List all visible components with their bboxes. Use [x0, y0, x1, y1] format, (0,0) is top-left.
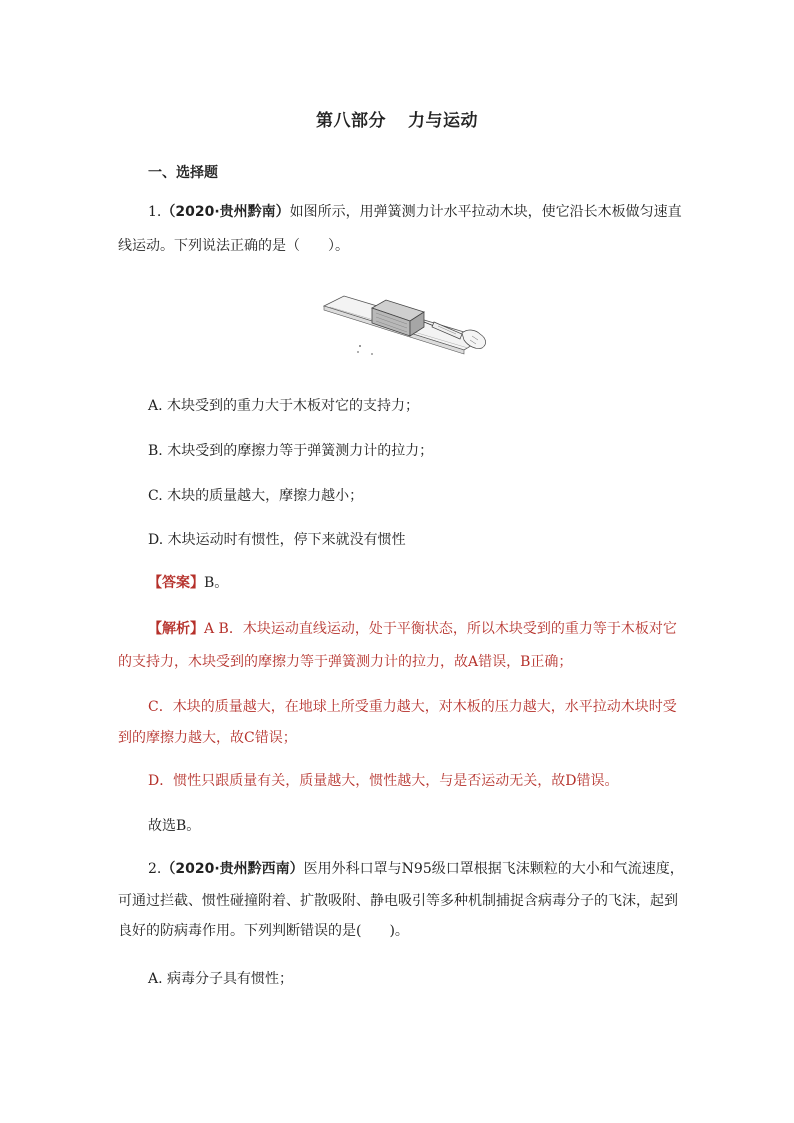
- title-main: 第八部分: [316, 111, 386, 131]
- q1-answer: [148, 572, 228, 594]
- q2-stem-line1: [148, 858, 684, 880]
- q1-stem-text: 如图所示，用弹簧测力计水平拉动木块，使它沿长木板做匀速直: [289, 204, 682, 220]
- q1-conclusion: 故选B。: [148, 818, 201, 834]
- q1-option-b: B. 木块受到的摩擦力等于弹簧测力计的拉力；: [148, 443, 434, 459]
- answer-label: 【答案】: [148, 575, 204, 591]
- q1-number: 1.: [148, 204, 162, 220]
- q2-stem-line3: 良好的防病毒作用。下列判断错误的是( )。: [118, 923, 409, 939]
- analysis-text-1: A B．木块运动直线运动，处于平衡状态，所以木块受到的重力等于木板对它: [204, 621, 677, 637]
- page-title: [0, 106, 794, 131]
- q2-stem-line2: 可通过拦截、惯性碰撞附着、扩散吸附、静电吸引等多种机制捕捉含病毒分子的飞沫，起到: [118, 893, 678, 909]
- q1-analysis-line2: 的支持力，木块受到的摩擦力等于弹簧测力计的拉力，故A错误，B正确；: [118, 654, 573, 670]
- q1-analysis-line1: [148, 618, 677, 640]
- q2-number: 2.: [148, 861, 162, 877]
- q2-stem-text: 医用外科口罩与N95级口罩根据飞沫颗粒的大小和气流速度，: [303, 861, 684, 877]
- section-heading: 一、选择题: [148, 165, 218, 181]
- q1-analysis-line4: 到的摩擦力越大，故C错误；: [118, 730, 297, 746]
- q1-analysis-line5: D．惯性只跟质量有关，质量越大，惯性越大，与是否运动无关，故D错误。: [148, 773, 619, 789]
- q1-option-c: C. 木块的质量越大，摩擦力越小；: [148, 488, 364, 504]
- q2-source-tag: （2020·贵州黔西南）: [161, 861, 304, 877]
- q1-option-d: D. 木块运动时有惯性，停下来就没有惯性: [148, 532, 406, 548]
- q2-option-a: A. 病毒分子具有惯性；: [148, 971, 294, 987]
- q1-source-tag: （2020·贵州黔南）: [161, 204, 290, 220]
- q1-stem-line2: 线运动。下列说法正确的是（ ）。: [118, 238, 349, 254]
- analysis-label: 【解析】: [148, 621, 204, 637]
- q1-analysis-line3: C．木块的质量越大，在地球上所受重力越大，对木板的压力越大，水平拉动木块时受: [148, 699, 677, 715]
- q1-figure-spring-scale-block: [322, 286, 494, 364]
- answer-value: B。: [204, 575, 229, 591]
- q1-option-a: A. 木块受到的重力大于木板对它的支持力；: [148, 398, 420, 414]
- title-sub: 力与运动: [408, 111, 478, 131]
- q1-stem-line1: [148, 201, 682, 223]
